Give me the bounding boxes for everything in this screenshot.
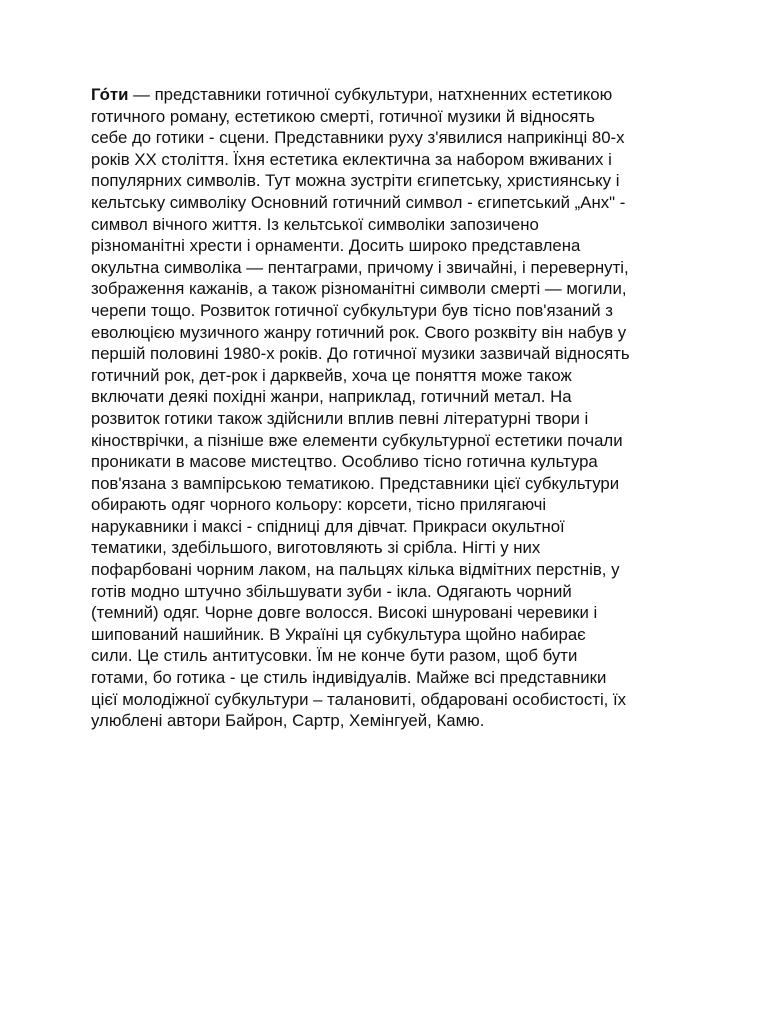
text-line: нарукавники і максі - спідниці для дівчат. Прикраси окультної [91,516,565,536]
text-line: популярних символів. Тут можна зустріти єгипетську, християнську і [91,171,620,191]
text-line: (темний) одяг. Чорне довге волосся. Високі шнуровані черевики і [91,603,598,623]
text-line: обирають одяг чорного кольору: корсети, тісно прилягаючі [91,495,547,515]
text-line: черепи тощо. Розвиток готичної субкультури був тісно пов'язаний з [91,300,613,320]
text-line: проникати в масове мистецтво. Особливо тісно готична культура [91,452,598,472]
text-line: першій половині 1980-х років. До готичної музики зазвичай відносять [91,344,630,364]
text-line: років XX століття. Їхня естетика еклектична за набором вживаних і [91,149,612,169]
text-line: різноманітні хрести і орнаменти. Досить широко представлена [91,236,581,256]
text-line: шипований нашийник. В Україні ця субкультура щойно набирає [91,624,586,644]
text-line: цієї молодіжної субкультури – талановиті, обдаровані особистості, їх [91,689,627,709]
text-line: окультна символіка — пентаграми, причому і звичайні, і перевернуті, [91,257,629,277]
text-line: улюблені автори Байрон, Сартр, Хемінгуей, Камю. [91,711,485,731]
term-heading: Го́ти [91,85,129,104]
text-line: пов'язана з вампірською тематикою. Представники цієї субкультури [91,473,620,493]
text-line: готичний рок, дет-рок і дарквейв, хоча це поняття може також [91,365,572,385]
text-line: тематики, здебільшого, виготовляють зі срібла. Нігті у них [91,538,541,558]
text-line: включати деякі похідні жанри, наприклад, готичний метал. На [91,387,572,407]
text-line: кельтську символіку Основний готичний символ - єгипетський „Анх" - [91,192,626,212]
text-line: розвиток готики також здійснили вплив певні літературні твори і [91,408,589,428]
text-line: символ вічного життя. Із кельтської символіки запозичено [91,214,539,234]
text-line: готів модно штучно збільшувати зуби - ікла. Одягають чорний [91,581,572,601]
text-line: еволюцією музичного жанру готичний рок. Свого розквіту він набув у [91,322,627,342]
text-line: — представники готичної субкультури, натхненних естетикою [128,85,613,104]
text-line: готами, бо готика - це стиль індивідуалів. Майже всі представники [91,668,607,688]
text-line: зображення кажанів, а також різноманітні символи смерті — могили, [91,279,627,299]
text-line: себе до готики - сцени. Представники руху з'явилися наприкінці 80-х [91,128,625,148]
text-line: сили. Це стиль антитусовки. Їм не конче бути разом, щоб бути [91,646,578,666]
document-page [91,84,691,732]
text-line: кіностврічки, а пізніше вже елементи субкультурної естетики почали [91,430,623,450]
text-line: пофарбовані чорним лаком, на пальцях кілька відмітних перстнів, у [91,560,620,580]
text-line: готичного роману, естетикою смерті, готичної музики й відносять [91,106,595,126]
body-paragraph [91,84,691,732]
